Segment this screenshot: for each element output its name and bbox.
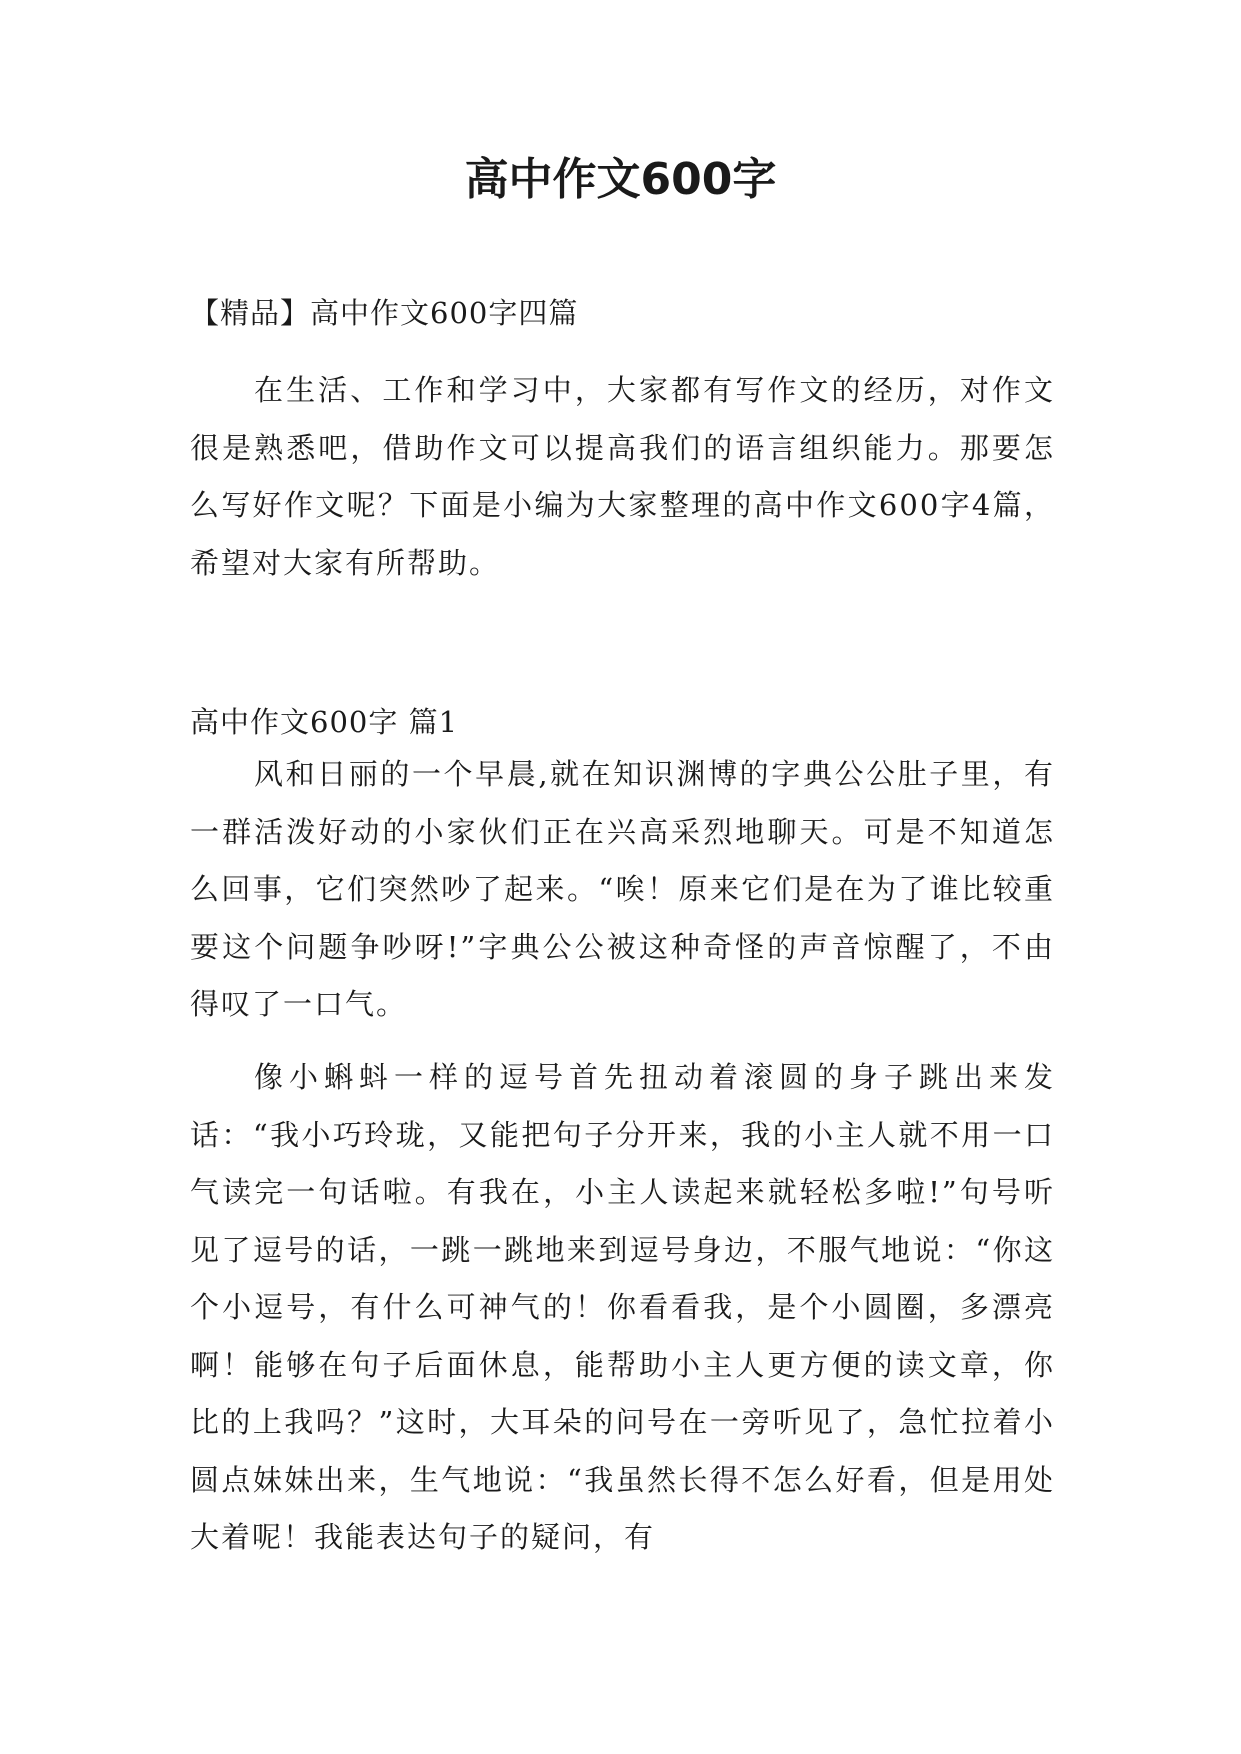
intro-paragraph: 在生活、工作和学习中，大家都有写作文的经历，对作文很是熟悉吧，借助作文可以提高我们的语言组织能力。那要怎么写好作文呢？下面是小编为大家整理的高中作文600字4篇，希望对大家有所帮助。 [190, 373, 1055, 580]
body-paragraph: 像小蝌蚪一样的逗号首先扭动着滚圆的身子跳出来发话：“我小巧玲珑，又能把句子分开来，我的小主人就不用一口气读完一句话啦。有我在，小主人读起来就轻松多啦!”句号听见了逗号的话，一跳一跳地来到逗号身边，不服气地说：“你这个小逗号，有什么可神气的！你看看我，是个小圆圈，多漂亮啊！能够在句子后面休息，能帮助小主人更方便的读文章，你比的上我吗？”这时，大耳朵的问号在一旁听见了，急忙拉着小圆点妹妹出来，生气地说：“我虽然长得不怎么好看，但是用处大着呢！我能表达句子的疑问，有 [190, 1060, 1055, 1554]
document-subtitle: 【精品】高中作文600字四篇 [190, 296, 579, 330]
section-heading: 高中作文600字 篇1 [190, 705, 459, 739]
body-paragraph: 风和日丽的一个早晨,就在知识渊博的字典公公肚子里，有一群活泼好动的小家伙们正在兴高采烈地聊天。可是不知道怎么回事，它们突然吵了起来。“唉！原来它们是在为了谁比较重要这个问题争吵呀!”字典公公被这种奇怪的声音惊醒了，不由得叹了一口气。 [190, 757, 1055, 1021]
document-title: 高中作文600字 [464, 154, 777, 205]
